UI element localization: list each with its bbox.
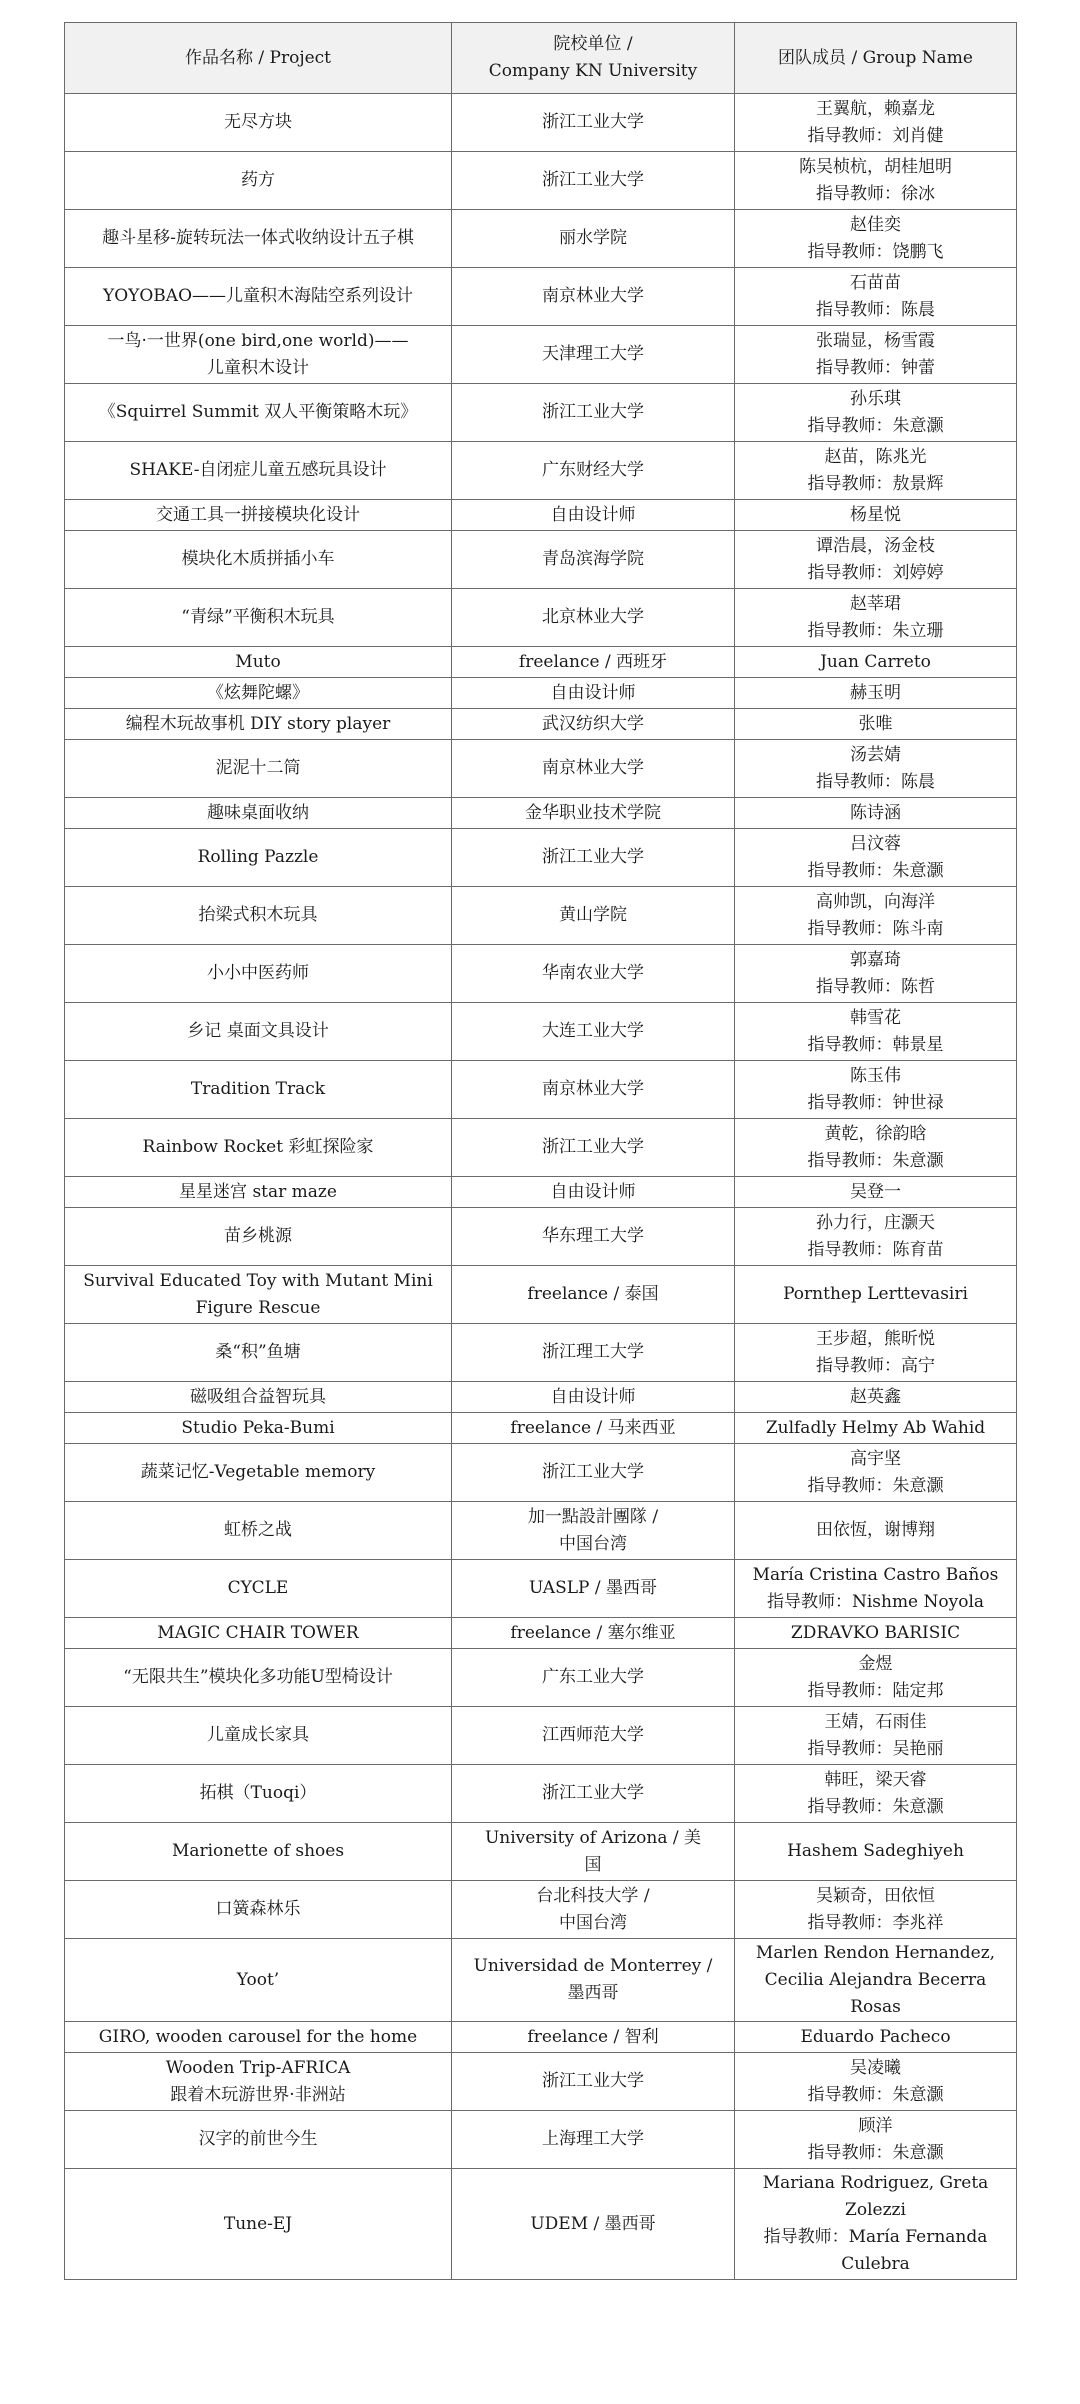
table-row <box>65 1061 1017 1119</box>
header-row <box>65 23 1017 94</box>
table-row <box>65 384 1017 442</box>
project-cell: 磁吸组合益智玩具 <box>65 1382 452 1413</box>
members-cell: 石苗苗 指导教师：陈晨 <box>735 268 1017 326</box>
university-cell: 黄山学院 <box>452 887 735 945</box>
project-cell: GIRO, wooden carousel for the home <box>65 2022 452 2053</box>
project-cell: 无尽方块 <box>65 94 452 152</box>
project-cell: 编程木玩故事机 DIY story player <box>65 709 452 740</box>
project-cell: Tune-EJ <box>65 2169 452 2280</box>
university-cell: 浙江工业大学 <box>452 829 735 887</box>
table-row <box>65 152 1017 210</box>
table-row <box>65 1939 1017 2022</box>
project-cell: 泥泥十二筒 <box>65 740 452 798</box>
members-cell: 韩旺，梁天睿 指导教师：朱意灏 <box>735 1765 1017 1823</box>
project-cell: “青绿”平衡积木玩具 <box>65 589 452 647</box>
university-cell: University of Arizona / 美 国 <box>452 1823 735 1881</box>
members-cell: 吕汶蓉 指导教师：朱意灏 <box>735 829 1017 887</box>
university-cell: 华南农业大学 <box>452 945 735 1003</box>
members-cell: 赵苗，陈兆光 指导教师：敖景辉 <box>735 442 1017 500</box>
university-cell: 浙江工业大学 <box>452 1119 735 1177</box>
table-row <box>65 326 1017 384</box>
members-cell: Pornthep Lerttevasiri <box>735 1266 1017 1324</box>
project-cell: 交通工具一拼接模块化设计 <box>65 500 452 531</box>
members-cell: 张唯 <box>735 709 1017 740</box>
project-cell: 蔬菜记忆-Vegetable memory <box>65 1444 452 1502</box>
project-cell: 趣味桌面收纳 <box>65 798 452 829</box>
members-cell: 田依恆，谢博翔 <box>735 1502 1017 1560</box>
project-cell: 桑“积”鱼塘 <box>65 1324 452 1382</box>
table-row <box>65 740 1017 798</box>
university-cell: 南京林业大学 <box>452 1061 735 1119</box>
project-cell: 儿童成长家具 <box>65 1707 452 1765</box>
university-cell: 青岛滨海学院 <box>452 531 735 589</box>
members-cell: 吴登一 <box>735 1177 1017 1208</box>
members-cell: 谭浩晨，汤金枝 指导教师：刘婷婷 <box>735 531 1017 589</box>
project-cell: 《炫舞陀螺》 <box>65 678 452 709</box>
members-cell: 孙乐琪 指导教师：朱意灏 <box>735 384 1017 442</box>
university-cell: 浙江工业大学 <box>452 1765 735 1823</box>
members-cell: 陈玉伟 指导教师：钟世禄 <box>735 1061 1017 1119</box>
project-cell: Studio Peka-Bumi <box>65 1413 452 1444</box>
table-row <box>65 1266 1017 1324</box>
project-cell: 《Squirrel Summit 双人平衡策略木玩》 <box>65 384 452 442</box>
university-cell: freelance / 马来西亚 <box>452 1413 735 1444</box>
university-cell: 浙江工业大学 <box>452 152 735 210</box>
project-cell: Marionette of shoes <box>65 1823 452 1881</box>
members-cell: 赫玉明 <box>735 678 1017 709</box>
table-row <box>65 1413 1017 1444</box>
table-row <box>65 1502 1017 1560</box>
members-cell: 王翼航，赖嘉龙 指导教师：刘肖健 <box>735 94 1017 152</box>
table-row <box>65 647 1017 678</box>
university-cell: 台北科技大学 / 中国台湾 <box>452 1881 735 1939</box>
university-cell: 自由设计师 <box>452 1177 735 1208</box>
project-cell: 虹桥之战 <box>65 1502 452 1560</box>
table-row <box>65 1765 1017 1823</box>
project-cell: SHAKE-自闭症儿童五感玩具设计 <box>65 442 452 500</box>
project-cell: CYCLE <box>65 1560 452 1618</box>
table-body <box>65 94 1017 2280</box>
project-cell: Yoot’ <box>65 1939 452 2022</box>
university-cell: 天津理工大学 <box>452 326 735 384</box>
university-cell: 江西师范大学 <box>452 1707 735 1765</box>
university-cell: freelance / 泰国 <box>452 1266 735 1324</box>
members-cell: 韩雪花 指导教师：韩景星 <box>735 1003 1017 1061</box>
project-cell: 苗乡桃源 <box>65 1208 452 1266</box>
project-cell: 小小中医药师 <box>65 945 452 1003</box>
project-cell: 一鸟·一世界(one bird,one world)—— 儿童积木设计 <box>65 326 452 384</box>
table-row <box>65 2111 1017 2169</box>
project-cell: 抬梁式积木玩具 <box>65 887 452 945</box>
university-cell: 南京林业大学 <box>452 268 735 326</box>
members-cell: 陈吴桢杭，胡桂旭明 指导教师：徐冰 <box>735 152 1017 210</box>
university-cell: 自由设计师 <box>452 678 735 709</box>
table-row <box>65 1707 1017 1765</box>
table-row <box>65 1649 1017 1707</box>
university-cell: 浙江工业大学 <box>452 94 735 152</box>
university-cell: 浙江工业大学 <box>452 2053 735 2111</box>
members-cell: 黄乾，徐韵晗 指导教师：朱意灏 <box>735 1119 1017 1177</box>
project-cell: Wooden Trip-AFRICA 跟着木玩游世界·非洲站 <box>65 2053 452 2111</box>
table-row <box>65 1444 1017 1502</box>
members-cell: 郭嘉琦 指导教师：陈哲 <box>735 945 1017 1003</box>
members-cell: María Cristina Castro Baños 指导教师：Nishme Noyola <box>735 1560 1017 1618</box>
members-cell: 吴凌曦 指导教师：朱意灏 <box>735 2053 1017 2111</box>
project-cell: 乡记 桌面文具设计 <box>65 1003 452 1061</box>
university-cell: 华东理工大学 <box>452 1208 735 1266</box>
project-cell: 汉字的前世今生 <box>65 2111 452 2169</box>
university-cell: 金华职业技术学院 <box>452 798 735 829</box>
members-cell: 赵莘珺 指导教师：朱立珊 <box>735 589 1017 647</box>
table-row <box>65 829 1017 887</box>
members-cell: Eduardo Pacheco <box>735 2022 1017 2053</box>
table-row <box>65 500 1017 531</box>
table-row <box>65 1618 1017 1649</box>
project-cell: Tradition Track <box>65 1061 452 1119</box>
university-cell: 广东财经大学 <box>452 442 735 500</box>
table-row <box>65 2053 1017 2111</box>
table-row <box>65 1881 1017 1939</box>
university-cell: 浙江工业大学 <box>452 384 735 442</box>
members-cell: ZDRAVKO BARISIC <box>735 1618 1017 1649</box>
project-cell: Survival Educated Toy with Mutant Mini Figure Rescue <box>65 1266 452 1324</box>
table-row <box>65 2169 1017 2280</box>
members-cell: 张瑞显，杨雪霞 指导教师：钟蕾 <box>735 326 1017 384</box>
table-row <box>65 798 1017 829</box>
university-cell: 自由设计师 <box>452 1382 735 1413</box>
table-row <box>65 442 1017 500</box>
university-cell: 丽水学院 <box>452 210 735 268</box>
project-cell: Muto <box>65 647 452 678</box>
university-cell: 自由设计师 <box>452 500 735 531</box>
members-cell: 金煜 指导教师：陆定邦 <box>735 1649 1017 1707</box>
members-cell: Hashem Sadeghiyeh <box>735 1823 1017 1881</box>
project-cell: 趣斗星移-旋转玩法一体式收纳设计五子棋 <box>65 210 452 268</box>
project-cell: 拓棋（Tuoqi） <box>65 1765 452 1823</box>
university-cell: 上海理工大学 <box>452 2111 735 2169</box>
university-cell: 浙江工业大学 <box>452 1444 735 1502</box>
project-cell: 口簧森林乐 <box>65 1881 452 1939</box>
table-row <box>65 945 1017 1003</box>
project-cell: “无限共生”模块化多功能U型椅设计 <box>65 1649 452 1707</box>
university-cell: 广东工业大学 <box>452 1649 735 1707</box>
university-cell: freelance / 塞尔维亚 <box>452 1618 735 1649</box>
members-cell: 高宇坚 指导教师：朱意灏 <box>735 1444 1017 1502</box>
table-row <box>65 210 1017 268</box>
university-cell: Universidad de Monterrey / 墨西哥 <box>452 1939 735 2022</box>
table-row <box>65 1119 1017 1177</box>
university-cell: freelance / 西班牙 <box>452 647 735 678</box>
members-cell: 陈诗涵 <box>735 798 1017 829</box>
project-cell: MAGIC CHAIR TOWER <box>65 1618 452 1649</box>
university-cell: 北京林业大学 <box>452 589 735 647</box>
university-cell: 浙江理工大学 <box>452 1324 735 1382</box>
project-cell: Rolling Pazzle <box>65 829 452 887</box>
project-cell: 星星迷宫 star maze <box>65 1177 452 1208</box>
table-row <box>65 94 1017 152</box>
header-university: 院校单位 / Company KN University <box>452 23 735 94</box>
table-row <box>65 678 1017 709</box>
members-cell: 汤芸婧 指导教师：陈晨 <box>735 740 1017 798</box>
table-row <box>65 1823 1017 1881</box>
table-row <box>65 1560 1017 1618</box>
members-cell: 赵佳奕 指导教师：饶鹏飞 <box>735 210 1017 268</box>
project-cell: Rainbow Rocket 彩虹探险家 <box>65 1119 452 1177</box>
awards-table-container <box>64 22 1016 2280</box>
members-cell: 顾洋 指导教师：朱意灏 <box>735 2111 1017 2169</box>
members-cell: 高帅凯，向海洋 指导教师：陈斗南 <box>735 887 1017 945</box>
members-cell: Juan Carreto <box>735 647 1017 678</box>
table-row <box>65 1177 1017 1208</box>
university-cell: freelance / 智利 <box>452 2022 735 2053</box>
university-cell: 武汉纺织大学 <box>452 709 735 740</box>
project-cell: 药方 <box>65 152 452 210</box>
table-row <box>65 589 1017 647</box>
table-row <box>65 1324 1017 1382</box>
table-row <box>65 268 1017 326</box>
table-row <box>65 1208 1017 1266</box>
members-cell: 杨星悦 <box>735 500 1017 531</box>
university-cell: UASLP / 墨西哥 <box>452 1560 735 1618</box>
awards-table <box>64 22 1017 2280</box>
table-row <box>65 1382 1017 1413</box>
table-row <box>65 887 1017 945</box>
university-cell: UDEM / 墨西哥 <box>452 2169 735 2280</box>
header-group: 团队成员 / Group Name <box>735 23 1017 94</box>
project-cell: 模块化木质拼插小车 <box>65 531 452 589</box>
members-cell: 王婧，石雨佳 指导教师：吴艳丽 <box>735 1707 1017 1765</box>
members-cell: Zulfadly Helmy Ab Wahid <box>735 1413 1017 1444</box>
table-row <box>65 709 1017 740</box>
university-cell: 大连工业大学 <box>452 1003 735 1061</box>
members-cell: Marlen Rendon Hernandez, Cecilia Alejandra Becerra Rosas <box>735 1939 1017 2022</box>
table-row <box>65 2022 1017 2053</box>
members-cell: 赵英鑫 <box>735 1382 1017 1413</box>
university-cell: 加一點設計團隊 / 中国台湾 <box>452 1502 735 1560</box>
members-cell: 孙力行，庄灏天 指导教师：陈育苗 <box>735 1208 1017 1266</box>
table-row <box>65 1003 1017 1061</box>
members-cell: 王步超，熊昕悦 指导教师：高宁 <box>735 1324 1017 1382</box>
members-cell: Mariana Rodriguez, Greta Zolezzi 指导教师：María Fernanda Culebra <box>735 2169 1017 2280</box>
project-cell: YOYOBAO——儿童积木海陆空系列设计 <box>65 268 452 326</box>
members-cell: 吴颖奇，田依恒 指导教师：李兆祥 <box>735 1881 1017 1939</box>
university-cell: 南京林业大学 <box>452 740 735 798</box>
header-project: 作品名称 / Project <box>65 23 452 94</box>
table-row <box>65 531 1017 589</box>
